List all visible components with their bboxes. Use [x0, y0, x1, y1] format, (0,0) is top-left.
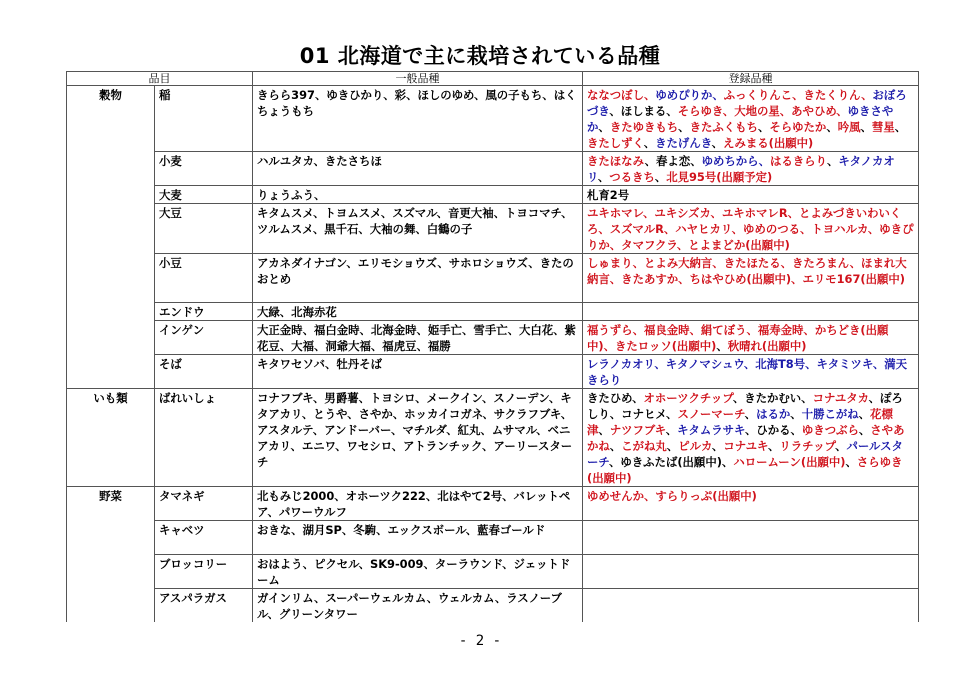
table-row — [67, 555, 919, 589]
variety-text: ピルカ — [678, 439, 712, 453]
variety-text: 、 — [711, 439, 724, 453]
general-varieties-cell: 北もみじ2000、オホーツク222、北はやて2号、バレットペア、パワーウルフ — [253, 487, 583, 521]
variety-text: はるか — [756, 407, 791, 421]
variety-text: きたほなみ — [587, 154, 645, 168]
general-varieties-cell: きらら397、ゆきひかり、彩、ほしのゆめ、風の子もち、はくちょうもち — [253, 86, 583, 152]
variety-text: 吟風 — [837, 120, 861, 134]
item-cell: インゲン — [155, 321, 253, 355]
item-cell: 大麦 — [155, 186, 253, 204]
registered-varieties-cell — [583, 555, 919, 589]
registered-varieties-cell — [583, 303, 919, 321]
general-varieties-cell: ハルユタカ、きたさちほ — [253, 152, 583, 186]
registered-varieties-cell — [583, 589, 919, 623]
variety-text: 、 — [845, 455, 857, 469]
variety-text: 、 — [858, 423, 871, 437]
item-cell: キャベツ — [155, 521, 253, 555]
item-cell: エンドウ — [155, 303, 253, 321]
variety-table — [66, 71, 919, 622]
variety-text: 秋晴れ(出願中) — [727, 339, 807, 353]
variety-text: 、 — [665, 423, 678, 437]
variety-text: 、春よ恋、 — [644, 154, 702, 168]
registered-varieties-cell — [583, 186, 919, 204]
variety-text: 、 — [711, 136, 724, 150]
variety-text: そらゆたか — [769, 120, 827, 134]
variety-text: 、 — [858, 407, 871, 421]
general-varieties-cell: おはよう、ピクセル、SK9-009、ターラウンド、ジェットドーム — [253, 555, 583, 589]
item-cell: ばれいしょ — [155, 389, 253, 487]
variety-text: 、 — [835, 439, 847, 453]
variety-text: きたふくもち — [689, 120, 758, 134]
variety-text: きたロッソ(出願中) — [615, 339, 717, 353]
variety-text: 札育2号 — [587, 188, 630, 202]
variety-text: ユキホマレ、ユキシズカ、ユキホマレR、とよみづきいわいくろ、スズマルR、ハヤヒカリ、ゆめのつる、トヨハルカ、ゆきぴりか、タマフクラ、とよまどか(出願中) — [587, 206, 914, 252]
header-registered: 登録品種 — [583, 72, 919, 86]
general-varieties-cell: ガインリム、スーパーウェルカム、ウェルカム、ラスノーブル、グリーンタワー — [253, 589, 583, 623]
variety-text: 花標津 — [587, 407, 893, 437]
variety-text: こがね丸 — [621, 439, 667, 453]
variety-text: 、 — [666, 439, 679, 453]
table-row — [67, 186, 919, 204]
table-row — [67, 487, 919, 521]
registered-varieties-cell — [583, 152, 919, 186]
variety-text: あやひめ、 — [791, 104, 848, 118]
variety-text: 彗星 — [871, 120, 895, 134]
page-title: 01 北海道で主に栽培されている品種 — [299, 44, 661, 68]
variety-text: レラノカオリ、キタノマシュウ、北海T8号、キタミツキ、満天きらり — [587, 357, 908, 387]
variety-text: 、 — [767, 439, 780, 453]
registered-varieties-cell — [583, 355, 919, 389]
variety-text: 、ゆきふたば(出願中)、 — [608, 455, 734, 469]
variety-text: 、 — [744, 407, 757, 421]
variety-text: キタノカオリ — [587, 154, 895, 184]
variety-text: しゅまり、とよみ大納言、きたほたる、きたろまん、ほまれ大納言、きたあすか、ちはやひめ(出願中)、エリモ167(出願中) — [587, 256, 907, 286]
variety-text: ふっくりんこ、 — [723, 88, 804, 102]
variety-text: そらゆき、 — [677, 104, 735, 118]
registered-varieties-cell — [583, 204, 919, 254]
variety-text: 大地の星、 — [734, 104, 792, 118]
category-cell: いも類 — [67, 389, 155, 487]
variety-text: 、 — [894, 120, 907, 134]
variety-text: ゆめせんか、すらりっぷ(出願中) — [587, 489, 757, 503]
variety-text: ナツフブキ — [609, 423, 666, 437]
registered-varieties-cell — [583, 487, 919, 521]
registered-varieties-cell — [583, 254, 919, 303]
item-cell: タマネギ — [155, 487, 253, 521]
page-number: - 2 - — [458, 633, 502, 649]
item-cell: そば — [155, 355, 253, 389]
table-row — [67, 204, 919, 254]
general-varieties-cell: キタワセソバ、牡丹そば — [253, 355, 583, 389]
table-row — [67, 303, 919, 321]
variety-text: 北見95号(出願予定) — [666, 170, 773, 184]
variety-text: 、 — [643, 136, 656, 150]
registered-varieties-cell — [583, 389, 919, 487]
variety-text: きたげんき — [655, 136, 712, 150]
general-varieties-cell: 大緑、北海赤花 — [253, 303, 583, 321]
variety-text: さらゆき(出願中) — [587, 455, 903, 485]
general-varieties-cell: りょうふう、 — [253, 186, 583, 204]
header-item: 品目 — [67, 72, 253, 86]
table-row — [67, 152, 919, 186]
table-row — [67, 254, 919, 303]
variety-text: 、 — [826, 154, 839, 168]
variety-text: 、 — [597, 170, 610, 184]
variety-text: コナユタカ — [812, 391, 869, 405]
variety-text: 十勝こがね — [801, 407, 859, 421]
variety-text: さやあかね — [587, 423, 905, 453]
header-general: 一般品種 — [253, 72, 583, 86]
variety-text: つるきち — [609, 170, 655, 184]
table-row — [67, 521, 919, 555]
variety-text: はるきらり — [769, 154, 827, 168]
variety-text: 、 — [860, 120, 872, 134]
category-cell: 穀物 — [67, 86, 155, 389]
registered-varieties-cell — [583, 321, 919, 355]
variety-text: きたひめ、 — [587, 391, 644, 405]
general-varieties-cell: おきな、湖月SP、冬駒、エックスボール、藍春ゴールド — [253, 521, 583, 555]
item-cell: ブロッコリー — [155, 555, 253, 589]
variety-text: スノーマーチ — [677, 407, 745, 421]
variety-text: 、 — [598, 423, 610, 437]
variety-text: リラチップ — [779, 439, 836, 453]
variety-text: ゆめちから、 — [701, 154, 770, 168]
variety-text: 、 — [654, 170, 667, 184]
variety-text: パールスターチ — [587, 439, 903, 469]
registered-varieties-cell — [583, 521, 919, 555]
item-cell: 小麦 — [155, 152, 253, 186]
variety-text: 、ひかる、 — [744, 423, 802, 437]
item-cell: 小豆 — [155, 254, 253, 303]
table-row — [67, 86, 919, 152]
variety-text: 、 — [826, 120, 838, 134]
variety-text: 、 — [598, 120, 610, 134]
item-cell: 大豆 — [155, 204, 253, 254]
general-varieties-cell: コナフブキ、男爵薯、トヨシロ、メークイン、スノーデン、キタアカリ、とうや、さやか、ホッカイコガネ、サクラフブキ、アスタルテ、アンドーバー、マチルダ、紅丸、ムサマル、ベニアカリ、エニワ、ワセシロ、アトランチック、アーリースターチ — [253, 389, 583, 487]
table-header-row — [67, 72, 919, 86]
table-row — [67, 589, 919, 623]
table-row — [67, 321, 919, 355]
variety-text: キタムラサキ — [677, 423, 745, 437]
variety-text: ゆきつぶら — [801, 423, 859, 437]
registered-varieties-cell — [583, 86, 919, 152]
variety-text: ハロームーン(出願中) — [733, 455, 846, 469]
variety-text: ななつぼし、 — [587, 88, 656, 102]
variety-text: ゆめぴりか、 — [655, 88, 724, 102]
table-row — [67, 389, 919, 487]
variety-text: オホーツクチップ — [643, 391, 733, 405]
general-varieties-cell: 大正金時、福白金時、北海金時、姫手亡、雪手亡、大白花、紫花豆、大福、洞爺大福、福虎豆、福勝 — [253, 321, 583, 355]
item-cell: アスパラガス — [155, 589, 253, 623]
variety-text: コナユキ — [723, 439, 768, 453]
variety-text: ゆきさやか — [587, 104, 894, 134]
category-cell: 野菜 — [67, 487, 155, 623]
general-varieties-cell: アカネダイナゴン、エリモショウズ、サホロショウズ、きたのおとめ — [253, 254, 583, 303]
variety-text: 、きたかむい、 — [732, 391, 813, 405]
variety-text: 、ほしまる、 — [609, 104, 678, 118]
item-cell: 稲 — [155, 86, 253, 152]
variety-text: 、ぽろしり、コナヒメ、 — [587, 391, 903, 421]
variety-text: きたゆきもち — [609, 120, 679, 134]
table-row — [67, 355, 919, 389]
variety-text: 、 — [790, 407, 802, 421]
table-body — [67, 86, 919, 623]
variety-text: おぼろづき — [587, 88, 907, 118]
variety-text: 、 — [609, 439, 622, 453]
variety-text: 、 — [757, 120, 770, 134]
general-varieties-cell: キタムスメ、トヨムスメ、スズマル、音更大袖、トヨコマチ、ツルムスメ、黒千石、大袖の舞、白鶴の子 — [253, 204, 583, 254]
variety-text: 、 — [678, 120, 690, 134]
variety-text: きたしずく — [587, 136, 644, 150]
variety-text: 、 — [716, 339, 728, 353]
variety-text: 福うずら、福良金時、絹てぼう、福寿金時、かちどき(出願中)、 — [587, 323, 889, 353]
variety-text: えみまる(出願中) — [723, 136, 814, 150]
variety-text: きたくりん、 — [803, 88, 873, 102]
